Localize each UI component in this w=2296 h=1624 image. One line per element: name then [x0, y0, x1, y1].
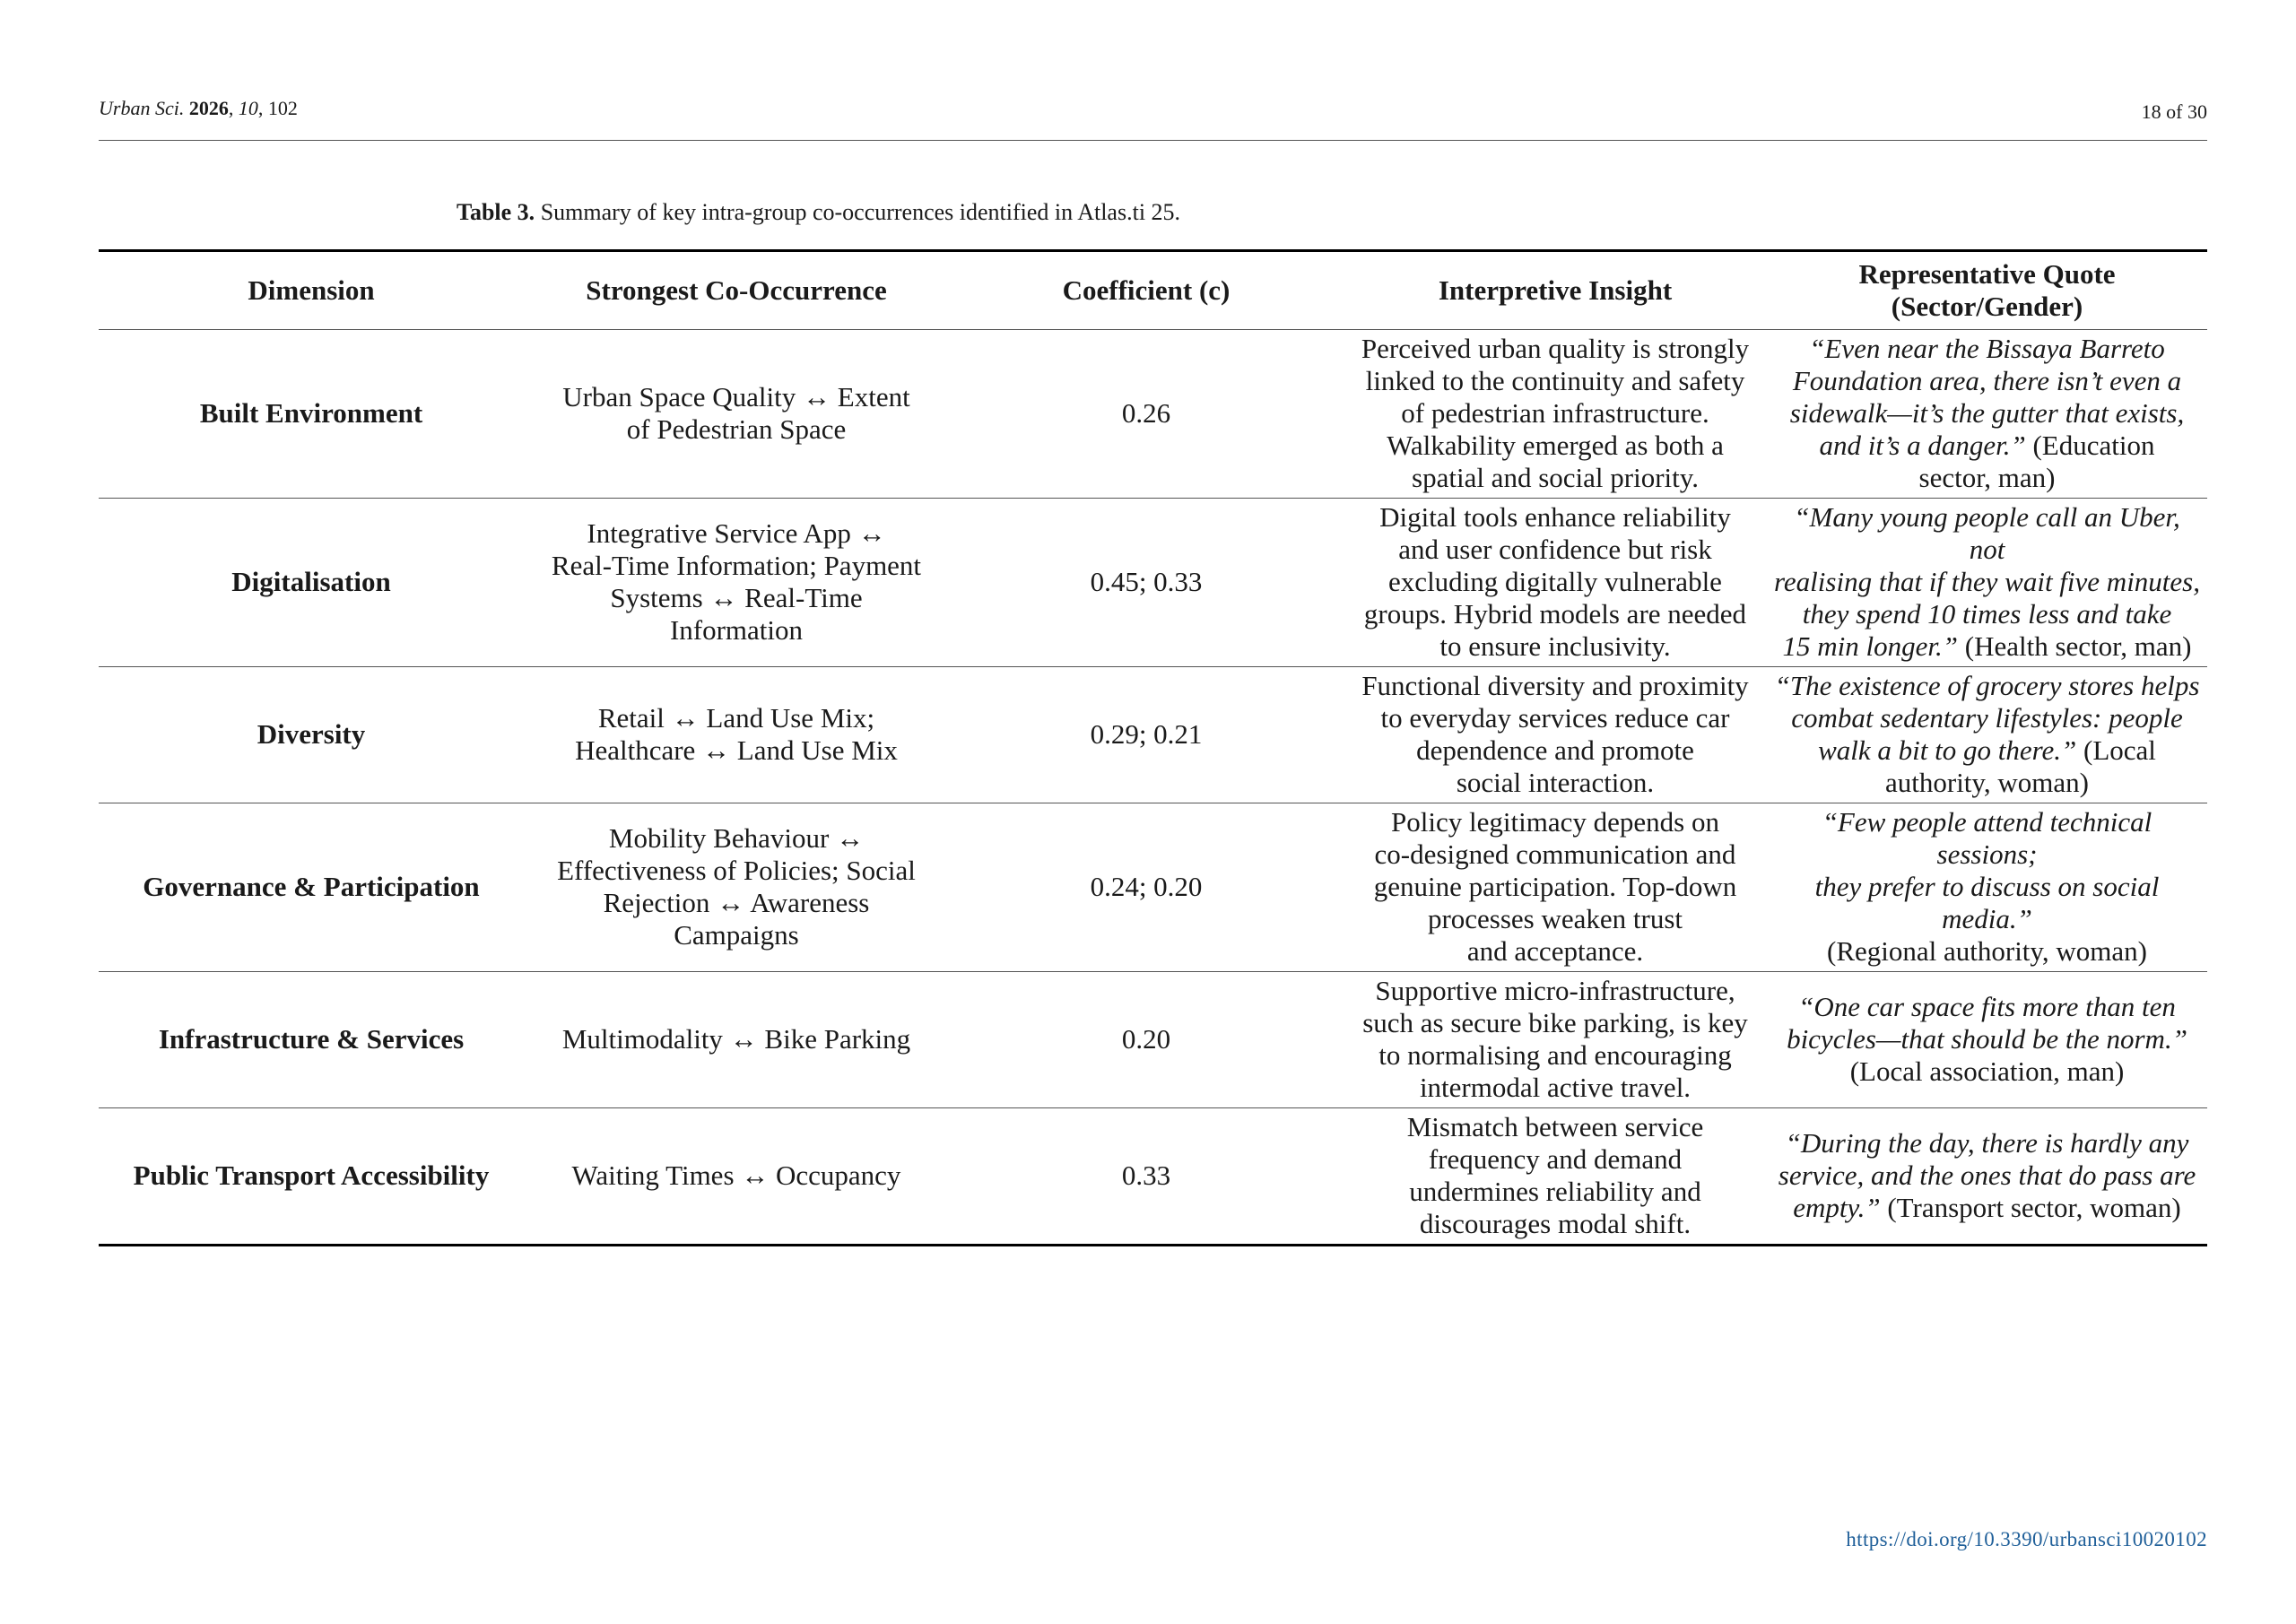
journal-article: , 102	[257, 97, 298, 119]
quote-source: (Transport sector, woman)	[1880, 1192, 2181, 1223]
journal-citation: Urban Sci. 2026, 10, 102	[99, 97, 298, 119]
journal-name: Urban Sci.	[99, 97, 185, 119]
quote-text: “Many young people call an Uber, not realising that if they wait five minutes, they spend 10 times less and take 15 min longer.”	[1774, 501, 2200, 662]
dimension-cell: Diversity	[257, 718, 366, 750]
table-row	[99, 803, 2207, 972]
dimension-cell: Governance & Participation	[143, 871, 480, 902]
insight-cell: Mismatch between service frequency and demand undermines reliability and discourages modal shift.	[1406, 1111, 1704, 1239]
dimension-cell: Digitalisation	[231, 566, 391, 597]
table-header-row	[99, 251, 2207, 330]
quote-cell	[1767, 499, 2207, 667]
quote-source: (Health sector, man)	[1958, 630, 2192, 662]
dimension-cell: Infrastructure & Services	[158, 1023, 465, 1055]
cooccurrence-cell: Integrative Service App ↔ Real-Time Information; Payment Systems ↔ Real-Time Information	[551, 517, 922, 646]
quote-source: (Regional authority, woman)	[1827, 935, 2147, 967]
table-row	[99, 499, 2207, 667]
table-caption	[457, 199, 1180, 226]
table-row	[99, 667, 2207, 803]
quote-cell	[1767, 667, 2207, 803]
quote-cell	[1767, 972, 2207, 1108]
cooccurrence-cell: Retail ↔ Land Use Mix; Healthcare ↔ Land Use Mix	[575, 702, 898, 766]
insight-cell: Perceived urban quality is strongly linked to the continuity and safety of pedestrian infrastructure. Walkability emerged as both a spatial and social priority.	[1361, 333, 1750, 493]
dimension-cell: Public Transport Accessibility	[133, 1159, 490, 1191]
cooccurrence-cell: Urban Space Quality ↔ Extent of Pedestrian Space	[562, 381, 910, 445]
column-header-dimension: Dimension	[248, 274, 375, 306]
cooccurrence-cell: Multimodality ↔ Bike Parking	[561, 1023, 911, 1055]
dimension-cell: Built Environment	[199, 397, 423, 429]
insight-cell: Supportive micro-infrastructure, such as secure bike parking, is key to normalising and encouraging intermodal active travel.	[1362, 975, 1748, 1103]
page-header	[99, 93, 2207, 141]
coefficient-cell: 0.45; 0.33	[1090, 566, 1203, 597]
quote-source: (Local association, man)	[1849, 1055, 2125, 1087]
quote-source: (Local authority, woman)	[1885, 734, 2156, 798]
table-row	[99, 1108, 2207, 1246]
quote-text: “Few people attend technical sessions; they prefer to discuss on social media.”	[1814, 806, 2160, 934]
doi-link[interactable]: https://doi.org/10.3390/urbansci10020102	[1846, 1528, 2207, 1550]
quote-text: “The existence of grocery stores helps combat sedentary lifestyles: people walk a bit to go there.”	[1774, 670, 2200, 766]
quote-cell	[1767, 1108, 2207, 1246]
coefficient-cell: 0.24; 0.20	[1090, 871, 1203, 902]
quote-text: “During the day, there is hardly any service, and the ones that do pass are empty.”	[1778, 1127, 2196, 1223]
column-header-coefficient: Coefficient (c)	[1062, 274, 1231, 306]
insight-cell: Digital tools enhance reliability and user confidence but risk excluding digitally vulnerable groups. Hybrid models are needed to ensure inclusivity.	[1363, 501, 1747, 662]
quote-cell	[1767, 803, 2207, 972]
table-row	[99, 972, 2207, 1108]
caption-text: Summary of key intra-group co-occurrences identified in Atlas.ti 25.	[535, 199, 1181, 225]
cooccurrence-cell: Waiting Times ↔ Occupancy	[571, 1159, 901, 1191]
quote-text: “One car space fits more than ten bicycles—that should be the norm.”	[1787, 991, 2187, 1055]
co-occurrence-table	[99, 249, 2207, 1246]
column-header-cooccurrence: Strongest Co-Occurrence	[586, 274, 887, 306]
caption-label: Table 3.	[457, 199, 535, 225]
coefficient-cell: 0.26	[1121, 397, 1171, 429]
insight-cell: Policy legitimacy depends on co-designed communication and genuine participation. Top-down processes weaken trust and acceptance.	[1373, 806, 1737, 967]
cooccurrence-cell: Mobility Behaviour ↔ Effectiveness of Policies; Social Rejection ↔ Awareness Campaigns	[557, 822, 916, 951]
coefficient-cell: 0.33	[1121, 1159, 1171, 1191]
table-row	[99, 330, 2207, 499]
insight-cell: Functional diversity and proximity to everyday services reduce car dependence and promote social interaction.	[1361, 670, 1749, 798]
coefficient-cell: 0.20	[1121, 1023, 1171, 1055]
coefficient-cell: 0.29; 0.21	[1090, 718, 1203, 750]
page-number: 18 of 30	[2141, 100, 2207, 123]
journal-year: 2026	[188, 97, 229, 119]
quote-source: (Education sector, man)	[1918, 430, 2155, 493]
quote-cell	[1767, 330, 2207, 499]
quote-text: “Even near the Bissaya Barreto Foundation area, there isn’t even a sidewalk—it’s the gutter that exists, and it’s a danger.”	[1789, 333, 2185, 461]
column-header-quote: Representative Quote (Sector/Gender)	[1858, 258, 2116, 322]
journal-volume: 10	[238, 97, 258, 119]
column-header-insight: Interpretive Insight	[1438, 274, 1673, 306]
